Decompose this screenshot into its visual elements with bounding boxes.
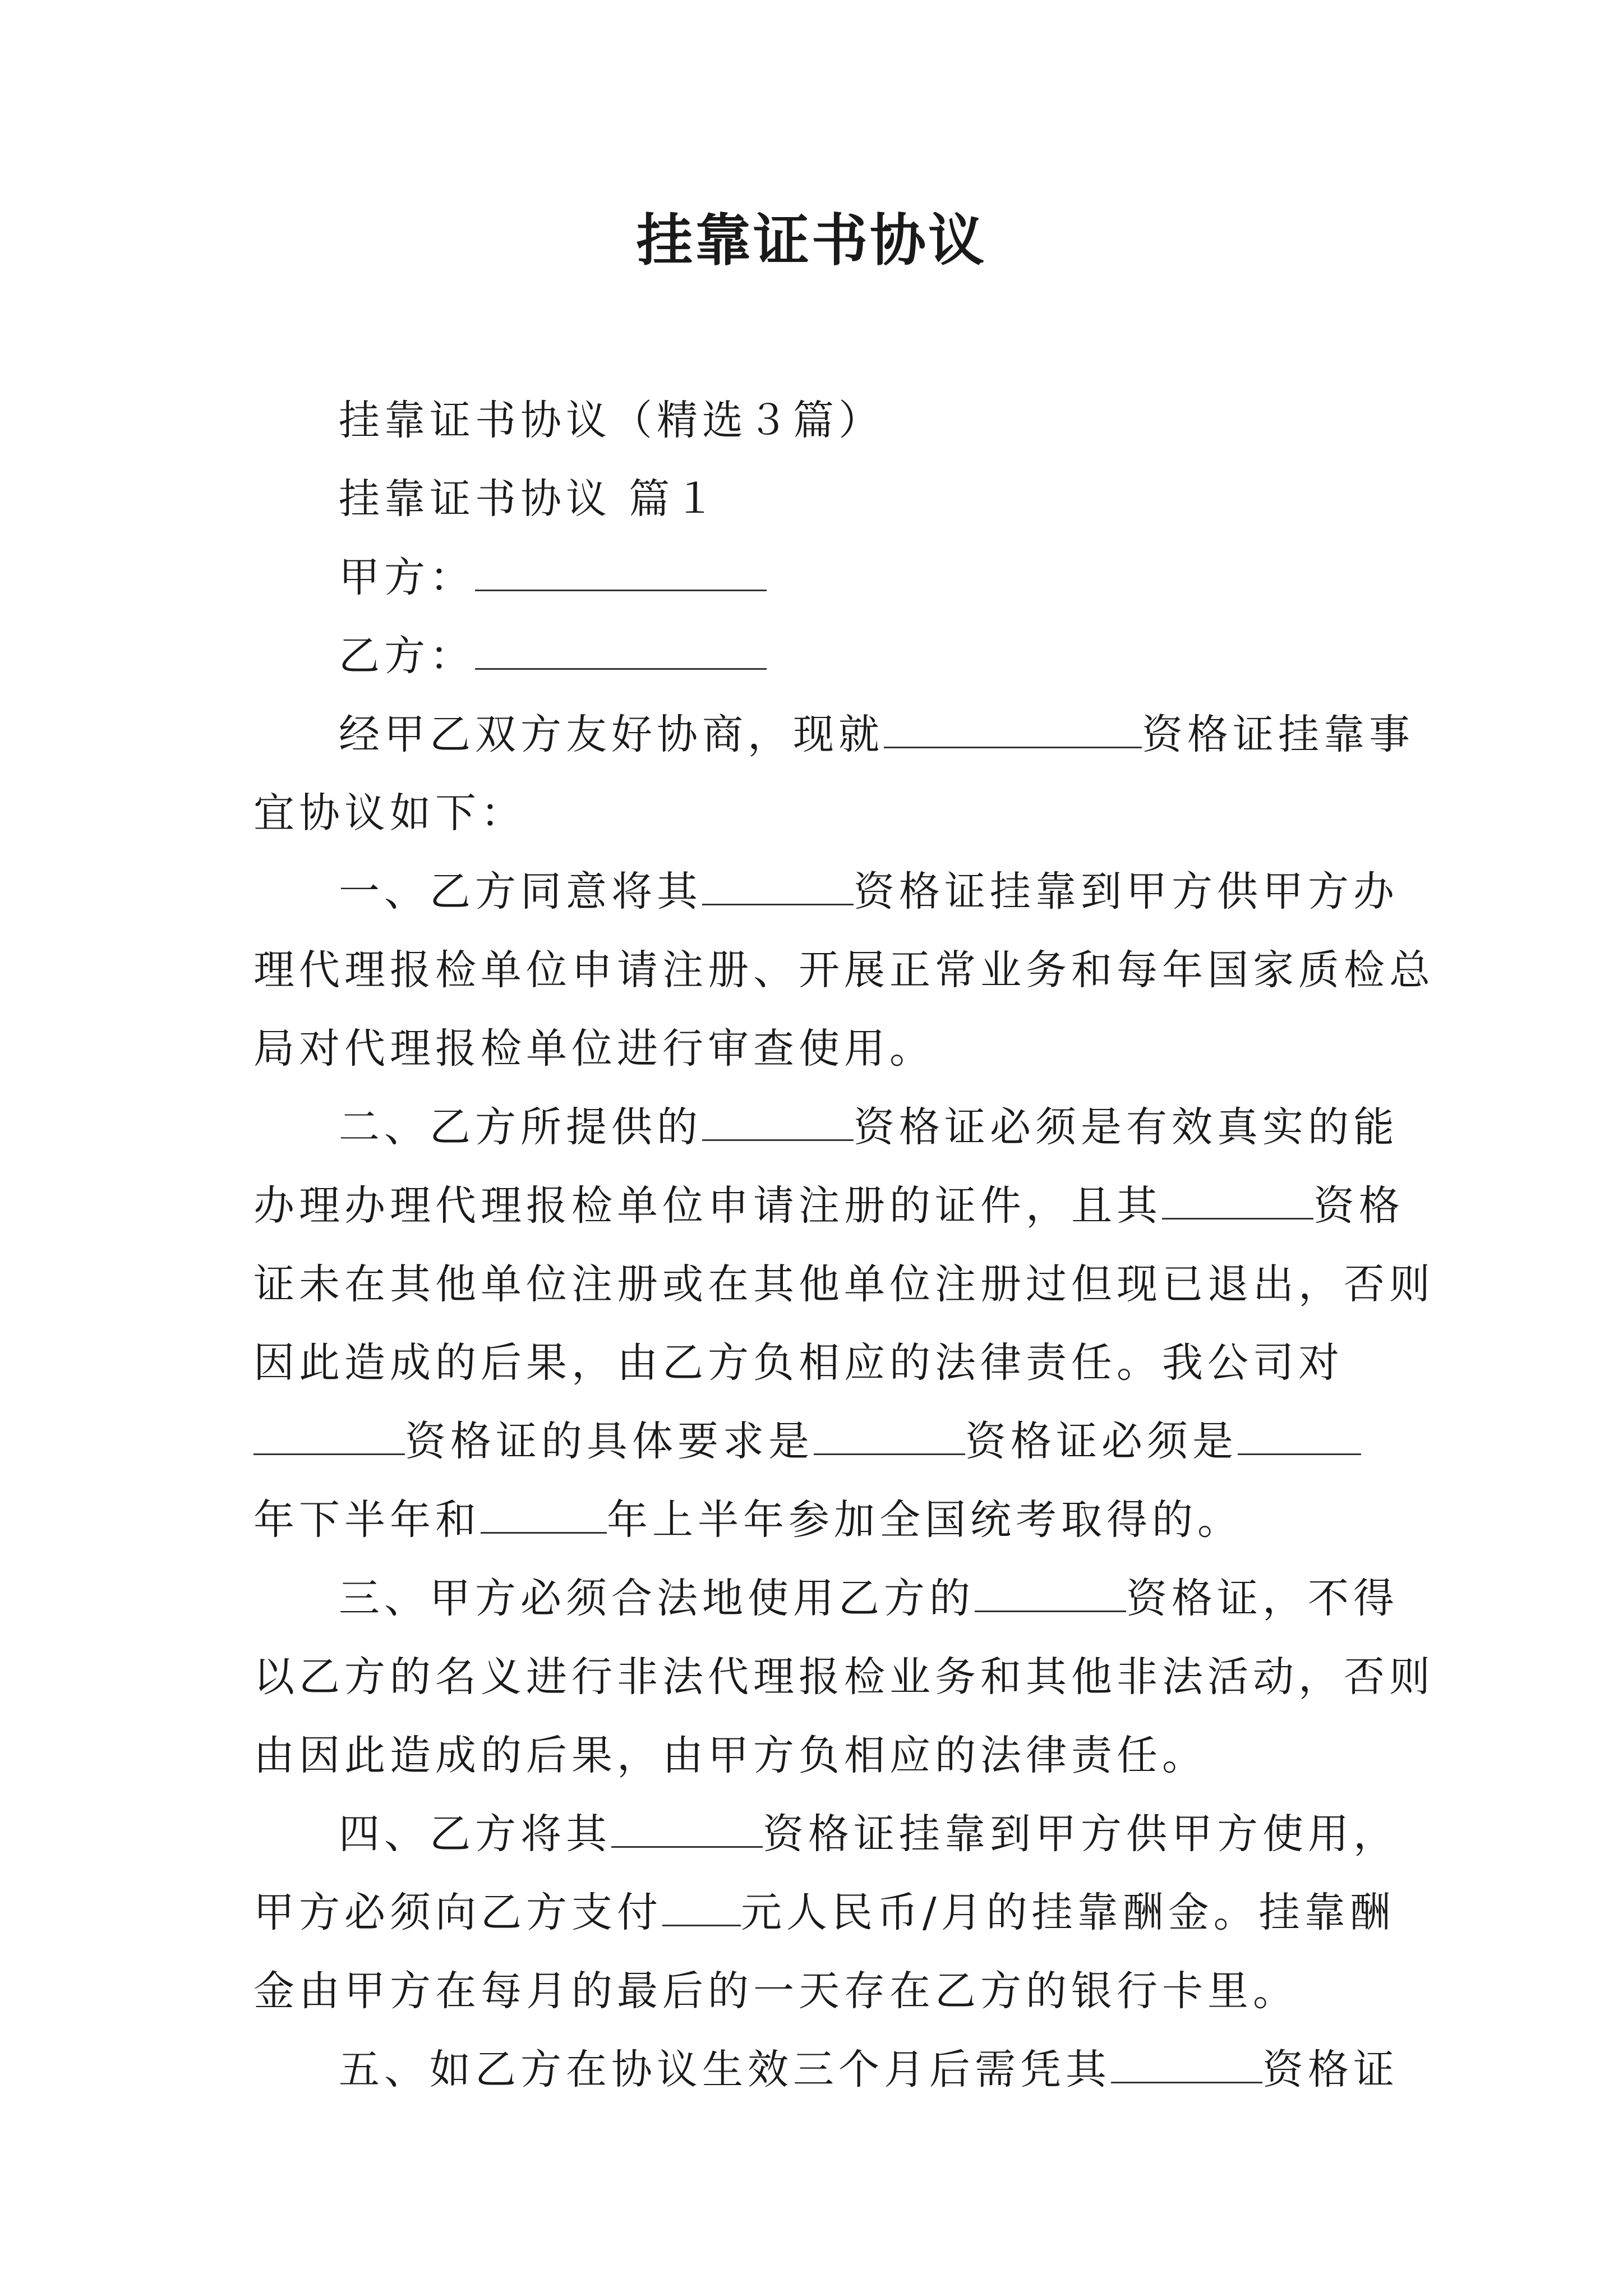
document-body <box>253 381 1435 2109</box>
text-segment: 四、乙方将其 <box>339 1810 611 1858</box>
fill-blank <box>662 1881 741 1926</box>
text-segment: 宜协议如下： <box>253 789 526 837</box>
text-segment: 甲方必须向乙方支付 <box>253 1889 662 1936</box>
fill-blank <box>814 1410 965 1455</box>
text-segment: 资格证挂靠到甲方供甲方使用， <box>763 1810 1399 1858</box>
text-segment: 资格证必须是有效真实的能 <box>854 1103 1399 1151</box>
party-a-blank <box>475 546 767 591</box>
paragraph-line <box>253 1167 1404 1245</box>
fill-blank <box>481 1488 607 1534</box>
text-segment: 资格证，不得 <box>1126 1575 1399 1622</box>
subtitle: 挂靠证书协议（精选３篇） <box>339 397 884 444</box>
text-segment: 年上半年参加全国统考取得的。 <box>607 1496 1243 1544</box>
text-segment: 年下半年和 <box>253 1496 481 1544</box>
party-a-line <box>253 539 1378 617</box>
fill-blank <box>253 1410 405 1455</box>
paragraph-line <box>253 696 1414 774</box>
paragraph-line <box>253 1638 1435 1717</box>
paragraph-line <box>253 1559 1399 1638</box>
paragraph-line <box>253 1795 1399 1874</box>
party-b-line <box>253 617 1378 696</box>
paragraph-line <box>253 1952 1378 2031</box>
text-segment: 金由甲方在每月的最后的一天存在乙方的银行卡里。 <box>253 1967 1298 2015</box>
section-heading: 挂靠证书协议 篇１ <box>339 475 720 523</box>
paragraph-line <box>253 853 1399 931</box>
text-segment: 证未在其他单位注册或在其他单位注册过但现已退出，否则 <box>253 1260 1435 1308</box>
text-segment: 二、乙方所提供的 <box>339 1103 702 1151</box>
text-segment: 因此造成的后果，由乙方负相应的法律责任。我公司对 <box>253 1339 1344 1387</box>
fill-blank <box>702 1096 854 1141</box>
text-segment: 资格证挂靠到甲方供甲方办 <box>854 868 1399 915</box>
paragraph-line <box>253 1717 1378 1795</box>
paragraph-line <box>253 931 1435 1010</box>
text-segment: 由因此造成的后果，由甲方负相应的法律责任。 <box>253 1732 1207 1779</box>
text-segment: 理代理报检单位申请注册、开展正常业务和每年国家质检总 <box>253 946 1435 994</box>
text-segment: 资格证的具体要求是 <box>405 1418 814 1465</box>
text-segment: 资格证挂靠事 <box>1142 711 1414 758</box>
document-title: 挂靠证书协议 <box>637 207 986 273</box>
party-b-blank <box>475 624 767 670</box>
fill-blank <box>702 860 854 905</box>
text-segment: 以乙方的名义进行非法代理报检业务和其他非法活动，否则 <box>253 1653 1435 1701</box>
fill-blank <box>884 703 1142 748</box>
paragraph-line <box>253 774 1378 853</box>
paragraph-line <box>253 1481 1378 1559</box>
fill-blank <box>1162 1174 1313 1220</box>
text-segment: 一、乙方同意将其 <box>339 868 702 915</box>
paragraph-line <box>253 1874 1395 1952</box>
text-segment: 经甲乙双方友好协商，现就 <box>339 711 884 758</box>
fill-blank <box>975 1567 1126 1612</box>
text-segment: 元人民币/月的挂靠酬金。挂靠酬 <box>741 1889 1395 1936</box>
text-segment: 资格证必须是 <box>965 1418 1238 1465</box>
paragraph-line <box>253 1245 1435 1324</box>
text-segment: 资格证 <box>1262 2046 1399 2093</box>
paragraph-line <box>253 1088 1399 1167</box>
paragraph-line <box>253 1010 1378 1088</box>
text-segment: 局对代理报检单位进行审查使用。 <box>253 1025 935 1073</box>
paragraph-line <box>253 1402 1378 1481</box>
fill-blank <box>611 1802 763 1848</box>
party-a-label: 甲方： <box>339 554 475 601</box>
party-b-label: 乙方： <box>339 632 475 680</box>
text-segment: 办理办理代理报检单位申请注册的证件，且其 <box>253 1182 1162 1230</box>
fill-blank <box>1238 1410 1361 1455</box>
paragraph-line <box>253 1324 1378 1402</box>
text-segment: 三、甲方必须合法地使用乙方的 <box>339 1575 975 1622</box>
fill-blank <box>1111 2038 1262 2083</box>
paragraph-line <box>253 2031 1399 2109</box>
text-segment: 资格 <box>1313 1182 1404 1230</box>
text-segment: 五、如乙方在协议生效三个月后需凭其 <box>339 2046 1111 2093</box>
